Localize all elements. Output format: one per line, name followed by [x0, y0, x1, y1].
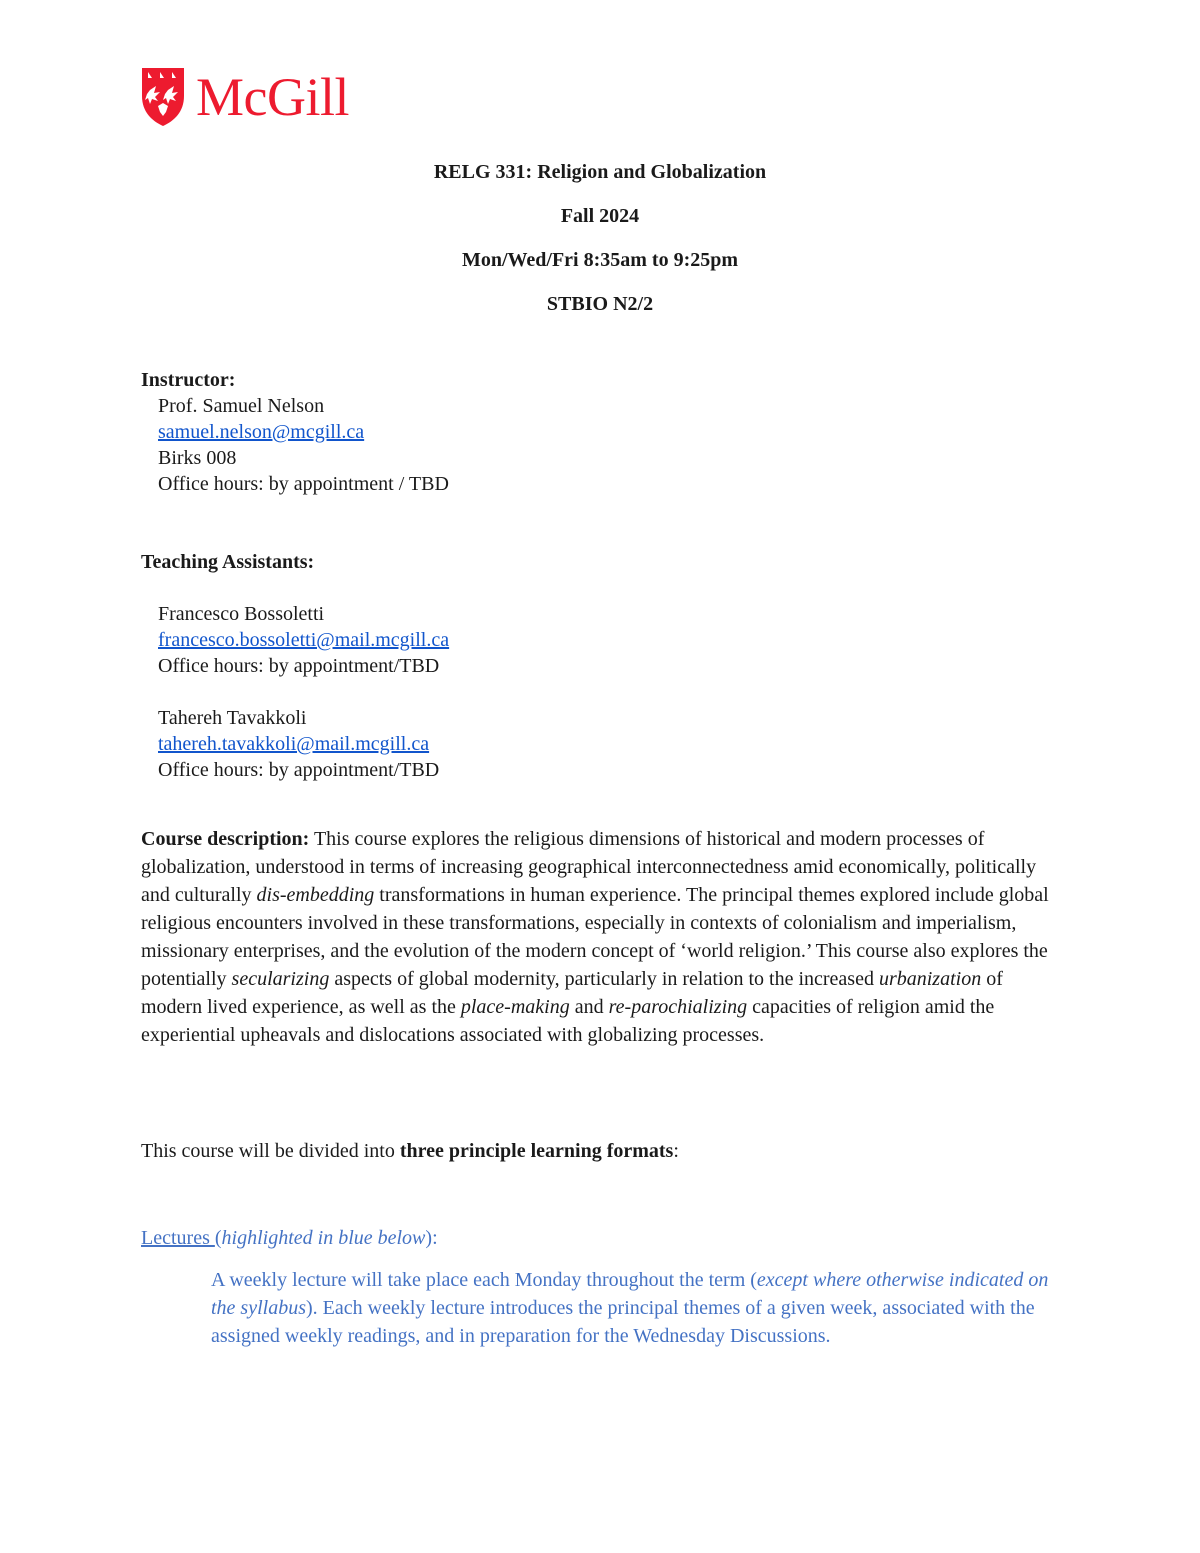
description-emphasis: urbanization	[878, 968, 982, 990]
mcgill-crest-icon	[140, 66, 186, 128]
instructor-heading: Instructor:	[141, 369, 236, 391]
lectures-paren: ):	[425, 1227, 438, 1249]
description-text: and	[569, 996, 609, 1018]
ta-email-link[interactable]: tahereh.tavakkoli@mail.mcgill.ca	[158, 733, 430, 755]
description-label: Course description:	[141, 828, 310, 850]
ta-hours: Office hours: by appointment/TBD	[158, 759, 440, 781]
ta-block-1	[158, 601, 449, 679]
description-emphasis: secularizing	[231, 968, 330, 990]
course-title: RELG 331: Religion and Globalization	[433, 161, 767, 183]
course-description	[141, 825, 1061, 1049]
course-term: Fall 2024	[560, 205, 640, 227]
formats-intro-text: This course will be divided into	[141, 1140, 400, 1162]
ta-email-link[interactable]: francesco.bossoletti@mail.mcgill.ca	[158, 629, 450, 651]
lectures-text: ). Each weekly lecture introduces the principal themes of a given week, associated with the assigned weekly readings, and in preparation for the Wednesday Discussions.	[211, 1297, 1035, 1347]
description-text: of modern lived experience, as well as the	[141, 968, 1003, 1018]
formats-colon: :	[673, 1140, 679, 1162]
mcgill-wordmark: McGill	[196, 67, 349, 127]
course-header	[0, 158, 1200, 334]
instructor-hours: Office hours: by appointment / TBD	[158, 473, 449, 495]
lectures-link[interactable]: Lectures	[141, 1227, 215, 1249]
description-emphasis: place-making	[460, 996, 570, 1018]
lectures-note: highlighted in blue below	[221, 1227, 426, 1249]
formats-intro	[141, 1138, 679, 1164]
description-text: This course explores the religious dimensions of historical and modern processes of globalization, understood in terms of increasing geographical interconnectedness amid economically, politically and culturally	[141, 828, 1037, 906]
description-text: transformations in human experience. The principal themes explored include global religious encounters involved in these transformations, especially in contexts of colonialism and imperialism, missionary enterprises, and the evolution of the modern concept of ‘world religion.’ This course also explores the potentially	[141, 884, 1049, 990]
instructor-block	[158, 393, 449, 497]
lectures-heading	[141, 1225, 438, 1251]
formats-emphasis: three principle learning formats	[399, 1140, 674, 1162]
instructor-name: Prof. Samuel Nelson	[158, 395, 325, 417]
ta-name: Tahereh Tavakkoli	[158, 707, 307, 729]
ta-block-2	[158, 705, 439, 783]
lectures-emphasis: except where otherwise indicated on the syllabus	[211, 1269, 1049, 1319]
ta-heading: Teaching Assistants:	[141, 551, 315, 573]
ta-hours: Office hours: by appointment/TBD	[158, 655, 440, 677]
course-schedule: Mon/Wed/Fri 8:35am to 9:25pm	[461, 249, 739, 271]
lectures-text: A weekly lecture will take place each Monday throughout the term (	[211, 1269, 757, 1291]
description-text: capacities of religion amid the experiential upheavals and dislocations associated with globalizing processes.	[141, 996, 995, 1046]
ta-name: Francesco Bossoletti	[158, 603, 325, 625]
instructor-email-link[interactable]: samuel.nelson@mcgill.ca	[158, 421, 365, 443]
description-text: aspects of global modernity, particularly in relation to the increased	[329, 968, 879, 990]
course-room: STBIO N2/2	[546, 293, 654, 315]
lectures-paren: (	[214, 1227, 222, 1249]
description-emphasis: dis-embedding	[256, 884, 375, 906]
mcgill-logo	[140, 66, 349, 128]
description-emphasis: re-parochializing	[608, 996, 748, 1018]
instructor-office: Birks 008	[158, 447, 237, 469]
lectures-description	[211, 1266, 1061, 1350]
